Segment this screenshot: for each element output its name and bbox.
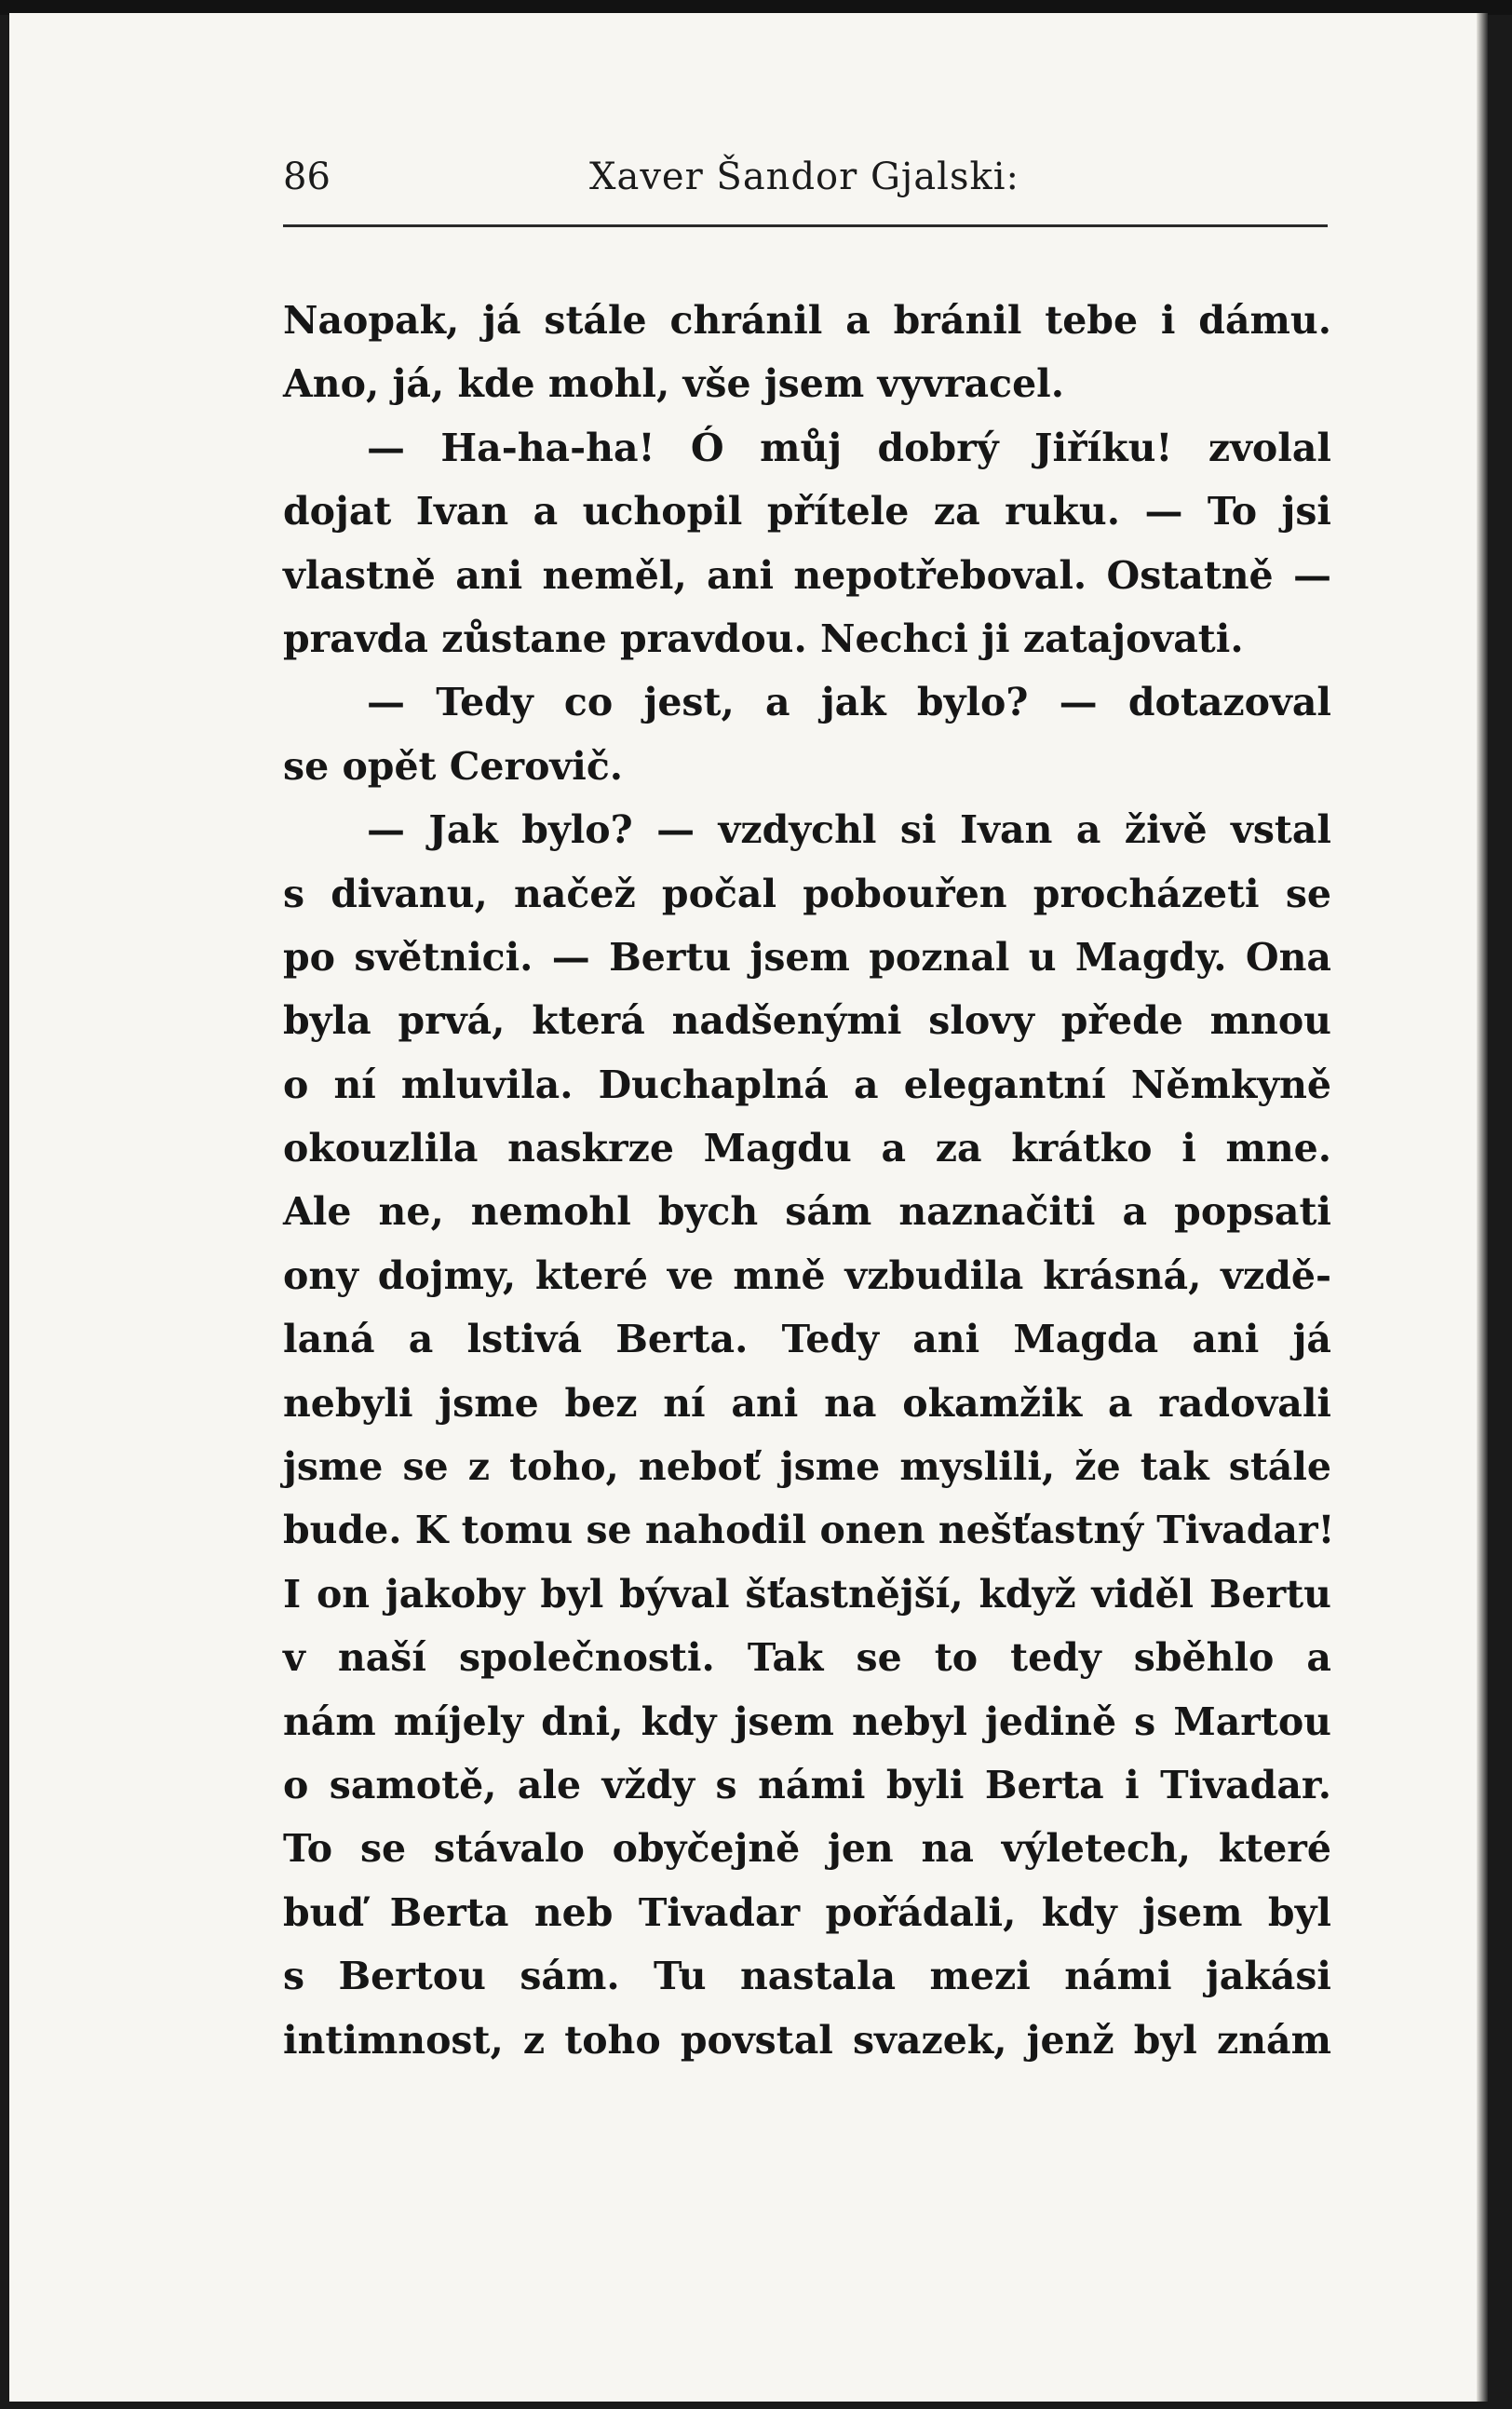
header-rule [283, 224, 1328, 227]
text-line: bude. K tomu se nahodil onen nešťastný Tivadar! [283, 1508, 1335, 1553]
text-line: laná a lstivá Berta. Tedy ani Magda ani já [283, 1317, 1331, 1362]
text-line: Ano, já, kde mohl, vše jsem vyvracel. [283, 361, 1065, 407]
text-line: pravda zůstane pravdou. Nechci ji zatajovati. [283, 616, 1244, 661]
page-number: 86 [283, 156, 331, 198]
body-text [283, 289, 1335, 2072]
text-line: — Jak bylo? — vzdychl si Ivan a živě vstal [367, 807, 1331, 853]
page-header [283, 149, 1326, 205]
text-line: nám míjely dni, kdy jsem nebyl jedině s Martou [283, 1698, 1331, 1744]
text-line: jsme se z toho, neboť jsme myslili, že tak stále [283, 1444, 1331, 1490]
text-line: s divanu, načež počal pobouřen procházeti se [283, 871, 1331, 916]
text-line: se opět Cerovič. [283, 743, 624, 789]
text-line: Naopak, já stále chránil a bránil tebe i dámu. [283, 298, 1331, 343]
text-line: okouzlila naskrze Magdu a za krátko i mne. [283, 1126, 1331, 1171]
text-line: byla prvá, která nadšenými slovy přede mnou [283, 998, 1331, 1044]
text-line: o ní mluvila. Duchaplná a elegantní Němkyně [283, 1062, 1331, 1107]
text-line: dojat Ivan a uchopil přítele za ruku. — To jsi [283, 489, 1331, 535]
text-line: To se stávalo obyčejně jen na výletech, které [283, 1826, 1331, 1872]
text-line: s Bertou sám. Tu nastala mezi námi jakási [283, 1954, 1331, 1999]
text-line: intimnost, z toho povstal svazek, jenž byl znám [283, 2017, 1331, 2063]
text-line: vlastně ani neměl, ani nepotřeboval. Ostatně — [283, 552, 1331, 598]
text-line: nebyli jsme bez ní ani na okamžik a radovali [283, 1380, 1331, 1426]
text-line: buď Berta neb Tivadar pořádali, kdy jsem byl [283, 1889, 1331, 1935]
text-line: o samotě, ale vždy s námi byli Berta i Tivadar. [283, 1762, 1331, 1807]
running-head: Xaver Šandor Gjalski: [589, 156, 1019, 198]
page-edge-shadow [1477, 13, 1488, 2402]
text-line: — Tedy co jest, a jak bylo? — dotazoval [367, 680, 1331, 725]
text-line: ony dojmy, které ve mně vzbudila krásná, vzdě- [283, 1252, 1331, 1298]
text-line: Ale ne, nemohl bych sám naznačiti a popsati [283, 1189, 1331, 1235]
text-line: po světnici. — Bertu jsem poznal u Magdy. Ona [283, 934, 1331, 980]
text-line: — Ha-ha-ha! Ó můj dobrý Jiříku! zvolal [367, 425, 1331, 470]
text-line: I on jakoby byl býval šťastnější, když viděl Bertu [283, 1571, 1331, 1617]
text-line: v naší společnosti. Tak se to tedy sběhlo a [283, 1635, 1331, 1681]
